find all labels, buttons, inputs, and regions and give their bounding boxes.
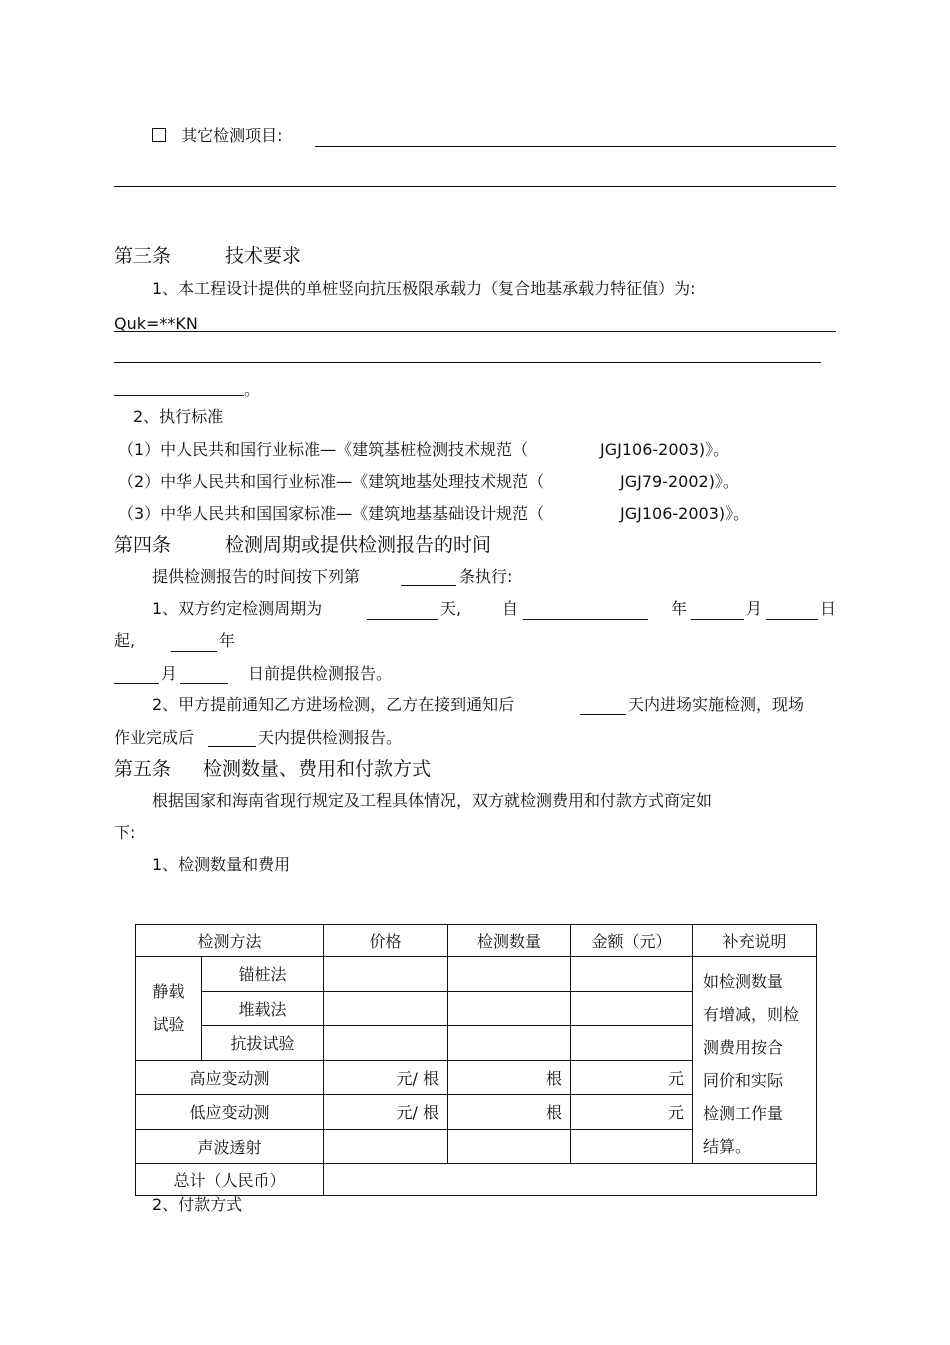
art4-intro-a: 提供检测报告的时间按下列第 (152, 567, 361, 586)
static-test-line-1: 静载 (152, 982, 185, 1002)
note-line: 同价和实际 (703, 1071, 784, 1090)
price-cell[interactable]: 元/ 根 (324, 1095, 448, 1130)
method-cell: 低应变动测 (136, 1095, 324, 1130)
amount-cell[interactable]: 元 (571, 1060, 693, 1095)
art5-item1: 1、检测数量和费用 (152, 855, 291, 874)
header-price: 价格 (324, 925, 448, 957)
days-blank[interactable] (367, 619, 438, 620)
header-qty: 检测数量 (448, 925, 571, 957)
sub-method: 堆载法 (202, 991, 324, 1026)
std2-text: （2）中华人民共和国行业标准—《建筑地基处理技术规范（ (118, 472, 545, 491)
total-label: 总计（人民币） (136, 1164, 324, 1196)
amount-cell[interactable] (571, 1129, 693, 1164)
note-line: 如检测数量 (703, 972, 784, 991)
art4-l1-e: 月 (746, 599, 763, 618)
std2-code: JGJ79-2002)》。 (620, 472, 739, 491)
art4-l2-b: 年 (219, 631, 236, 650)
month-blank-2[interactable] (114, 683, 159, 684)
amount-cell[interactable] (571, 991, 693, 1026)
total-value-cell[interactable] (324, 1164, 817, 1196)
other-item-blank-2[interactable] (114, 186, 836, 187)
art4-l1-f: 日 (820, 599, 837, 618)
table-header-row (136, 925, 817, 957)
day-blank[interactable] (766, 619, 818, 620)
year-blank[interactable] (523, 619, 648, 620)
method-cell: 高应变动测 (136, 1060, 324, 1095)
other-item-blank[interactable] (315, 146, 836, 147)
price-cell[interactable]: 元/ 根 (324, 1060, 448, 1095)
art4-l3-a: 月 (161, 664, 178, 683)
qty-cell[interactable] (448, 1026, 571, 1061)
other-item-checkbox-line (152, 126, 283, 146)
sub-method: 抗拔试验 (202, 1026, 324, 1061)
report-days-blank[interactable] (208, 746, 256, 747)
art4-p2-b: 天内进场实施检测，现场 (628, 695, 805, 714)
art5-p-a: 根据国家和海南省现行规定及工程具体情况，双方就检测费用和付款方式商定如 (152, 791, 713, 810)
art5-item2: 2、付款方式 (152, 1195, 243, 1214)
article-5-title: 第五条 (114, 758, 172, 780)
note-line: 有增减，则检 (703, 1005, 800, 1024)
checkbox[interactable] (152, 128, 166, 142)
article-3-title: 第三条 (114, 245, 172, 267)
qty-cell[interactable]: 根 (448, 1095, 571, 1130)
amount-cell[interactable]: 元 (571, 1095, 693, 1130)
quk-blank-3[interactable] (114, 395, 244, 396)
art4-p2-d: 天内提供检测报告。 (258, 728, 403, 747)
std3-text: （3）中华人民共和国国家标准—《建筑地基基础设计规范（ (118, 504, 545, 523)
std1-text: （1）中人民共和国行业标准—《建筑基桩检测技术规范（ (118, 440, 529, 459)
art4-p2-c: 作业完成后 (114, 728, 195, 747)
price-cell[interactable] (324, 1129, 448, 1164)
note-line: 测费用按合 (703, 1038, 784, 1057)
static-test-cell (136, 957, 202, 1061)
std1-code: JGJ106-2003)》。 (600, 440, 730, 459)
article-5-subtitle: 检测数量、费用和付款方式 (203, 758, 432, 780)
end-mark: 。 (244, 380, 261, 399)
std3-code: JGJ106-2003)》。 (620, 504, 750, 523)
price-cell[interactable] (324, 991, 448, 1026)
quk-blank[interactable] (114, 331, 836, 332)
header-amount: 金额（元） (571, 925, 693, 957)
method-cell: 声波透射 (136, 1129, 324, 1164)
qty-cell[interactable] (448, 957, 571, 992)
qty-cell[interactable] (448, 1129, 571, 1164)
fee-table (135, 924, 817, 1196)
note-cell (693, 957, 817, 1164)
note-line: 检测工作量 (703, 1104, 784, 1123)
art4-l1-d: 年 (671, 599, 688, 618)
quk-value: Quk=**KN (114, 314, 198, 333)
art4-l3-b: 日前提供检测报告。 (248, 664, 393, 683)
article-3-subtitle: 技术要求 (225, 245, 302, 267)
day-blank-2[interactable] (180, 683, 228, 684)
note-line: 结算。 (703, 1137, 752, 1156)
price-cell[interactable] (324, 957, 448, 992)
art3-p2: 2、执行标准 (133, 407, 224, 426)
qty-cell[interactable] (448, 991, 571, 1026)
sub-method: 锚桩法 (202, 957, 324, 992)
table-row (136, 957, 817, 992)
quk-blank-2[interactable] (114, 362, 821, 363)
art3-p1: 1、本工程设计提供的单桩竖向抗压极限承载力（复合地基承载力特征值）为: (152, 279, 696, 298)
article-4-title: 第四条 (114, 534, 172, 556)
art4-l1-b: 天, (440, 599, 462, 618)
qty-cell[interactable]: 根 (448, 1060, 571, 1095)
art4-l1-c: 自 (502, 599, 519, 618)
clause-blank[interactable] (401, 585, 456, 586)
header-note: 补充说明 (693, 925, 817, 957)
month-blank[interactable] (691, 619, 744, 620)
other-item-label: 其它检测项目: (181, 126, 283, 145)
art4-l1-a: 1、双方约定检测周期为 (152, 599, 323, 618)
entry-days-blank[interactable] (580, 714, 626, 715)
price-cell[interactable] (324, 1026, 448, 1061)
amount-cell[interactable] (571, 1026, 693, 1061)
art4-l2-a: 起, (114, 631, 136, 650)
year-blank-2[interactable] (171, 651, 217, 652)
article-4-subtitle: 检测周期或提供检测报告的时间 (225, 534, 492, 556)
art4-p2-a: 2、甲方提前通知乙方进场检测，乙方在接到通知后 (152, 695, 515, 714)
art4-intro-b: 条执行: (459, 567, 513, 586)
header-method: 检测方法 (136, 925, 324, 957)
art5-p-b: 下: (114, 823, 136, 842)
table-total-row (136, 1164, 817, 1196)
static-test-line-2: 试验 (152, 1015, 185, 1035)
amount-cell[interactable] (571, 957, 693, 992)
